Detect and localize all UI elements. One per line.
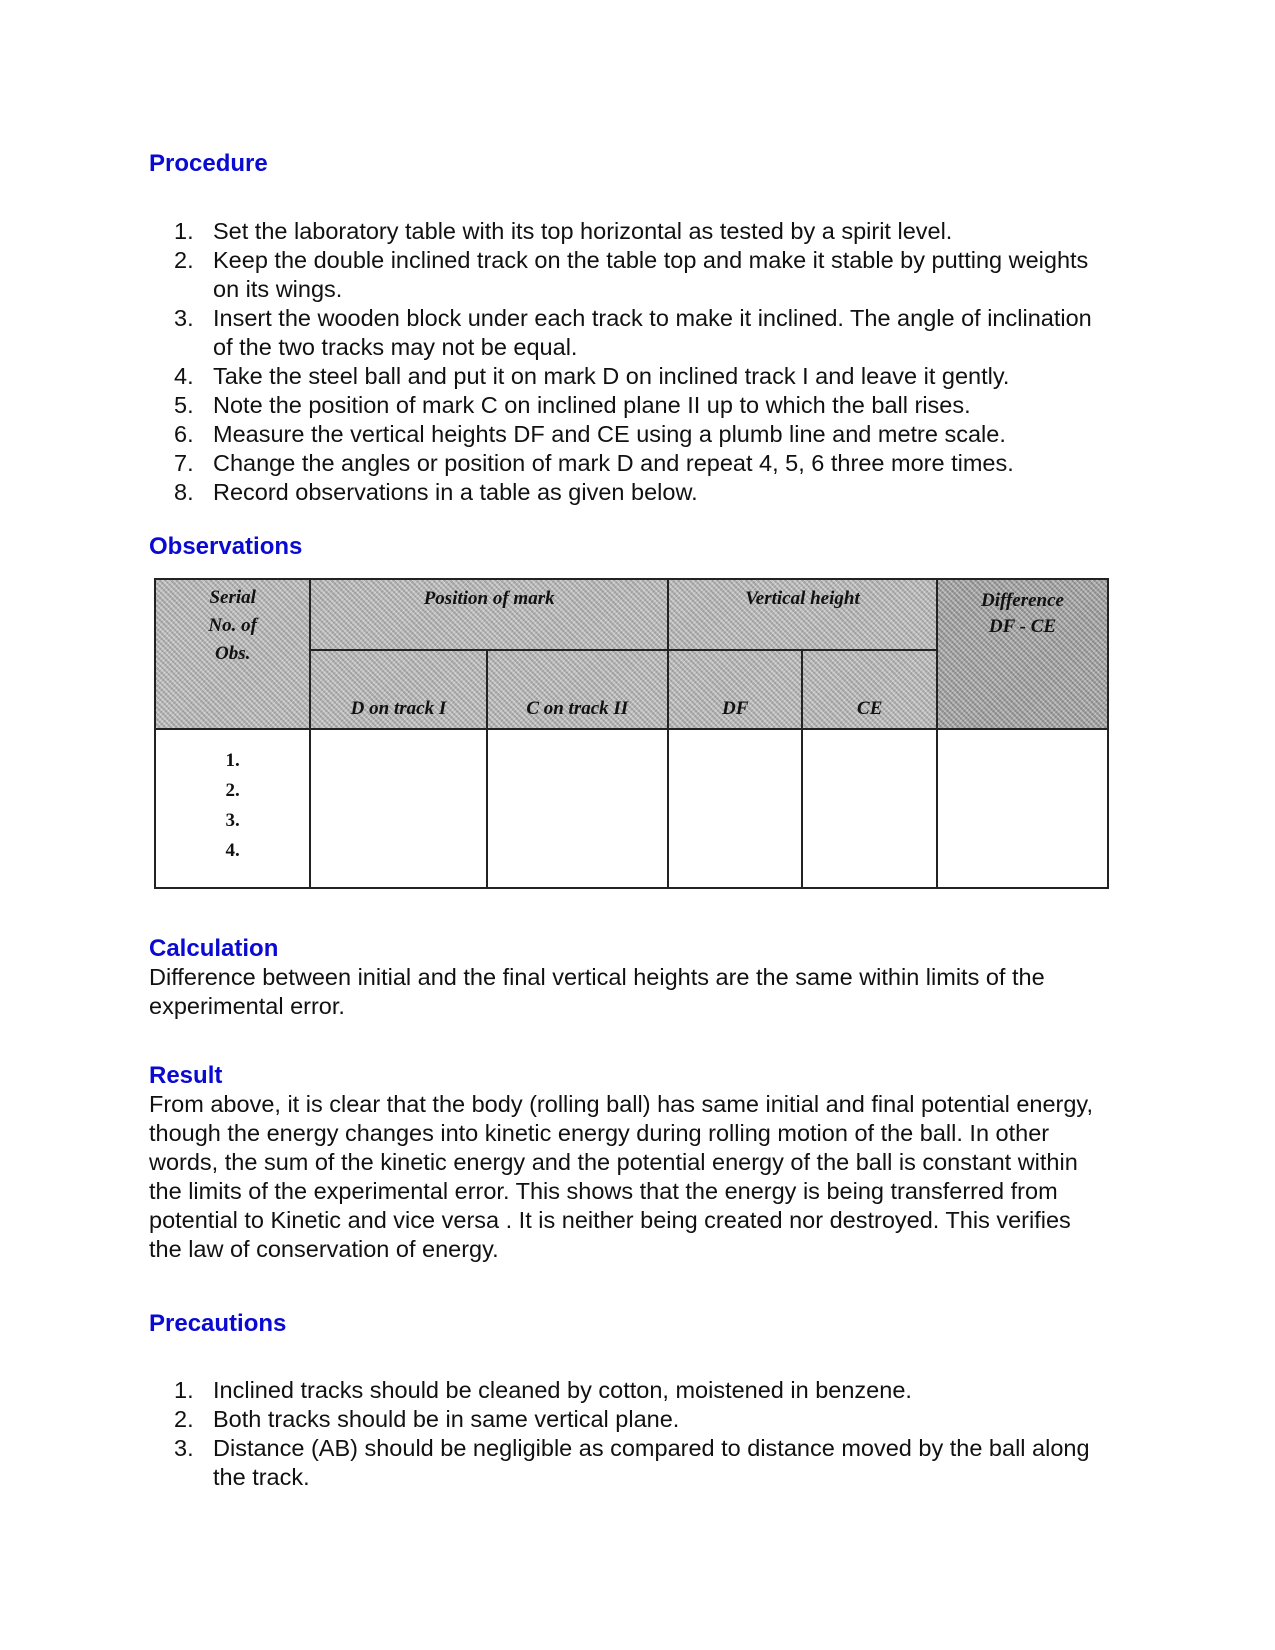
vertical-height-header: Vertical height [668,579,937,650]
difference-header-line: Difference [980,590,1064,611]
calculation-section [149,935,1109,1021]
step-text: Take the steel ball and put it on mark D on inclined track I and leave it gently. [213,363,1010,389]
difference-header-line: DF - CE [988,616,1057,637]
difference-cell [937,729,1108,888]
serial-header-line: No. of [208,615,257,636]
procedure-heading: Procedure [149,150,268,177]
item-text: Inclined tracks should be cleaned by cotton, moistened in benzene. [213,1377,912,1403]
step-number: 5. [174,392,194,418]
precaution-item [149,1376,1109,1405]
serial-header [155,579,310,729]
table-row [155,729,1108,888]
position-of-mark-header: Position of mark [310,579,668,650]
serial-header-line: Obs. [214,643,251,664]
item-number: 3. [174,1435,194,1461]
serial-number: 3. [225,810,240,831]
step-text: Insert the wooden block under each track to make it inclined. The angle of inclination of the two tracks may not be equal. [213,305,1092,360]
step-number: 4. [174,363,194,389]
item-number: 2. [174,1406,194,1432]
observations-heading: Observations [149,533,303,560]
serial-cell [155,729,310,888]
step-number: 3. [174,305,194,331]
procedure-step [149,420,1109,449]
item-number: 1. [174,1377,194,1403]
step-text: Keep the double inclined track on the table top and make it stable by putting weights on its wings. [213,247,1089,302]
step-number: 8. [174,479,194,505]
ce-cell [802,729,937,888]
observations-table-image [154,578,1109,889]
d-on-track-1-header: D on track I [310,650,486,729]
item-text: Distance (AB) should be negligible as compared to distance moved by the ball along the track. [213,1435,1090,1490]
item-text: Both tracks should be in same vertical plane. [213,1406,680,1432]
step-text: Change the angles or position of mark D and repeat 4, 5, 6 three more times. [213,450,1014,476]
c-on-track-2-cell [487,729,668,888]
procedure-step [149,246,1109,304]
serial-number: 1. [225,750,240,771]
df-cell [668,729,803,888]
step-text: Measure the vertical heights DF and CE using a plumb line and metre scale. [213,421,1006,447]
precaution-item [149,1405,1109,1434]
serial-number: 4. [225,840,240,861]
precaution-item [149,1434,1109,1492]
d-on-track-1-cell [310,729,486,888]
step-number: 1. [174,218,194,244]
step-number: 6. [174,421,194,447]
procedure-step [149,391,1109,420]
procedure-step [149,304,1109,362]
procedure-step [149,478,1109,507]
procedure-step [149,217,1109,246]
serial-header-line: Serial [209,587,256,608]
df-header: DF [668,650,803,729]
serial-number: 2. [225,780,240,801]
calculation-heading: Calculation [149,935,279,962]
procedure-list [149,217,1109,507]
ce-header: CE [802,650,937,729]
result-heading: Result [149,1062,223,1089]
result-text: From above, it is clear that the body (rolling ball) has same initial and final potential energy, though the energy changes into kinetic energy during rolling motion of the ball. In other words, the sum of the kinetic energy and the potential energy of the ball is constant within the limits of the experimental error. This shows that the energy is being transferred from potential to Kinetic and vice versa . It is neither being created nor destroyed. This verifies the law of conservation of energy. [149,1091,1093,1262]
procedure-step [149,449,1109,478]
observations-table [154,578,1109,889]
step-text: Set the laboratory table with its top horizontal as tested by a spirit level. [213,218,953,244]
precautions-list [149,1376,1109,1492]
calculation-text: Difference between initial and the final vertical heights are the same within limits of the experimental error. [149,964,1045,1019]
procedure-step [149,362,1109,391]
step-number: 2. [174,247,194,273]
difference-header [937,579,1108,729]
result-section [149,1062,1109,1264]
c-on-track-2-header: C on track II [487,650,668,729]
precautions-heading: Precautions [149,1310,287,1337]
step-text: Record observations in a table as given below. [213,479,698,505]
step-text: Note the position of mark C on inclined plane II up to which the ball rises. [213,392,971,418]
step-number: 7. [174,450,194,476]
